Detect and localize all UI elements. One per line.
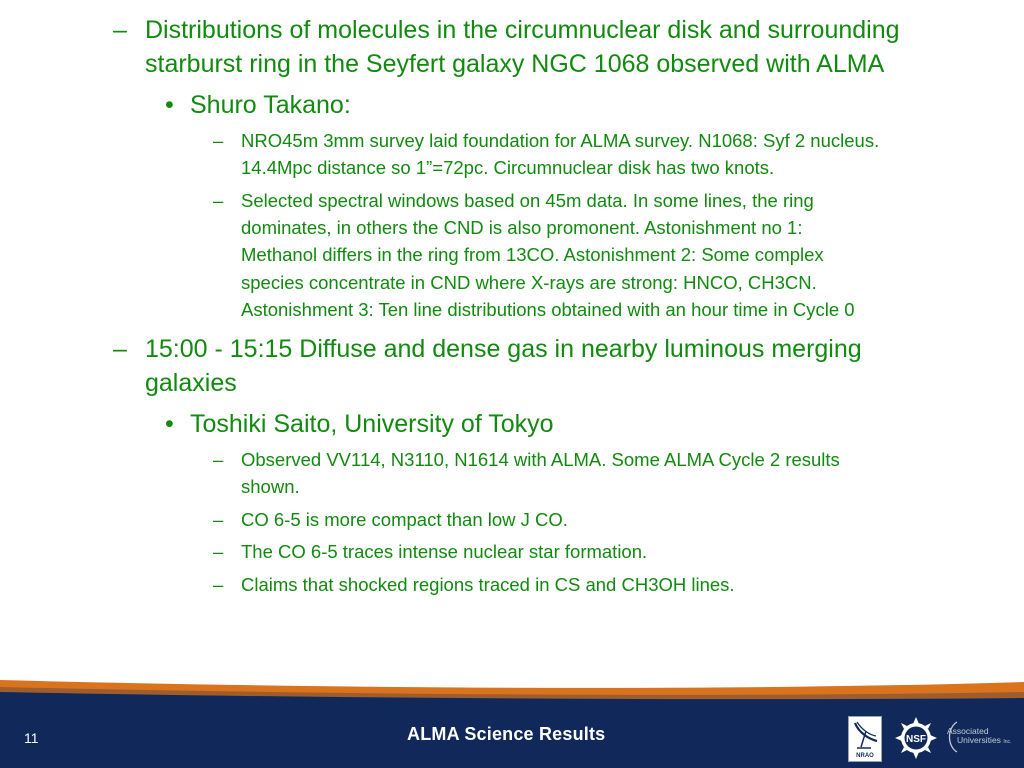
talk2-point1-line2: shown. xyxy=(241,476,300,497)
aui-line1: Associated xyxy=(947,726,989,736)
talk2-point1-line1: Observed VV114, N3110, N1614 with ALMA. Some ALMA Cycle 2 results xyxy=(241,449,840,470)
nsf-logo xyxy=(895,717,937,759)
talk1-dash: – xyxy=(113,16,127,44)
radio-dish-icon xyxy=(849,717,881,751)
aui-line2: Universities xyxy=(957,735,1001,745)
aui-line2-wrap xyxy=(947,736,1011,747)
talk1-point1-line1: NRO45m 3mm survey laid foundation for ALMA survey. N1068: Syf 2 nucleus. xyxy=(241,130,880,151)
talk1-title-line1: Distributions of molecules in the circumnuclear disk and surrounding xyxy=(145,16,900,44)
talk2-point3-line1: The CO 6-5 traces intense nuclear star formation. xyxy=(241,541,648,562)
talk1-point2-line5: Astonishment 3: Ten line distributions obtained with an hour time in Cycle 0 xyxy=(241,299,855,320)
talk2-point3-dash: – xyxy=(213,541,224,562)
talk1-title-line2: starburst ring in the Seyfert galaxy NGC 1068 observed with ALMA xyxy=(145,50,885,78)
talk1-speaker: Shuro Takano: xyxy=(190,91,351,119)
talk2-speaker: Toshiki Saito, University of Tokyo xyxy=(190,410,554,438)
talk2-title-line1: 15:00 - 15:15 Diffuse and dense gas in nearby luminous merging xyxy=(145,335,862,363)
slide-number: 11 xyxy=(24,730,39,746)
nsf-logo-text: NSF xyxy=(906,734,926,745)
talk1-point1-dash: – xyxy=(213,130,224,151)
nrao-logo-text: NRAO xyxy=(856,753,874,759)
talk1-point2-line4: species concentrate in CND where X-rays are strong: HNCO, CH3CN. xyxy=(241,272,817,293)
talk2-point2-dash: – xyxy=(213,509,224,530)
nrao-logo xyxy=(848,716,882,762)
aui-logo xyxy=(945,720,1015,760)
talk2-point4-line1: Claims that shocked regions traced in CS and CH3OH lines. xyxy=(241,574,735,595)
talk2-title-line2: galaxies xyxy=(145,369,237,397)
aui-line3: Inc. xyxy=(1003,739,1012,745)
footer-title: ALMA Science Results xyxy=(407,724,606,744)
talk1-point1-line2: 14.4Mpc distance so 1”=72pc. Circumnuclear disk has two knots. xyxy=(241,157,775,178)
talk1-point2-line1: Selected spectral windows based on 45m data. In some lines, the ring xyxy=(241,190,814,211)
talk2-point1-dash: – xyxy=(213,449,224,470)
talk2-point4-dash: – xyxy=(213,574,224,595)
talk2-dash: – xyxy=(113,335,127,363)
talk1-point2-dash: – xyxy=(213,190,224,211)
talk2-point2-line1: CO 6-5 is more compact than low J CO. xyxy=(241,509,568,530)
talk2-speaker-bullet: • xyxy=(165,410,174,438)
talk1-point2-line2: dominates, in others the CND is also promonent. Astonishment no 1: xyxy=(241,217,803,238)
talk1-point2-line3: Methanol differs in the ring from 13CO. Astonishment 2: Some complex xyxy=(241,244,824,265)
talk1-speaker-bullet: • xyxy=(165,91,174,119)
